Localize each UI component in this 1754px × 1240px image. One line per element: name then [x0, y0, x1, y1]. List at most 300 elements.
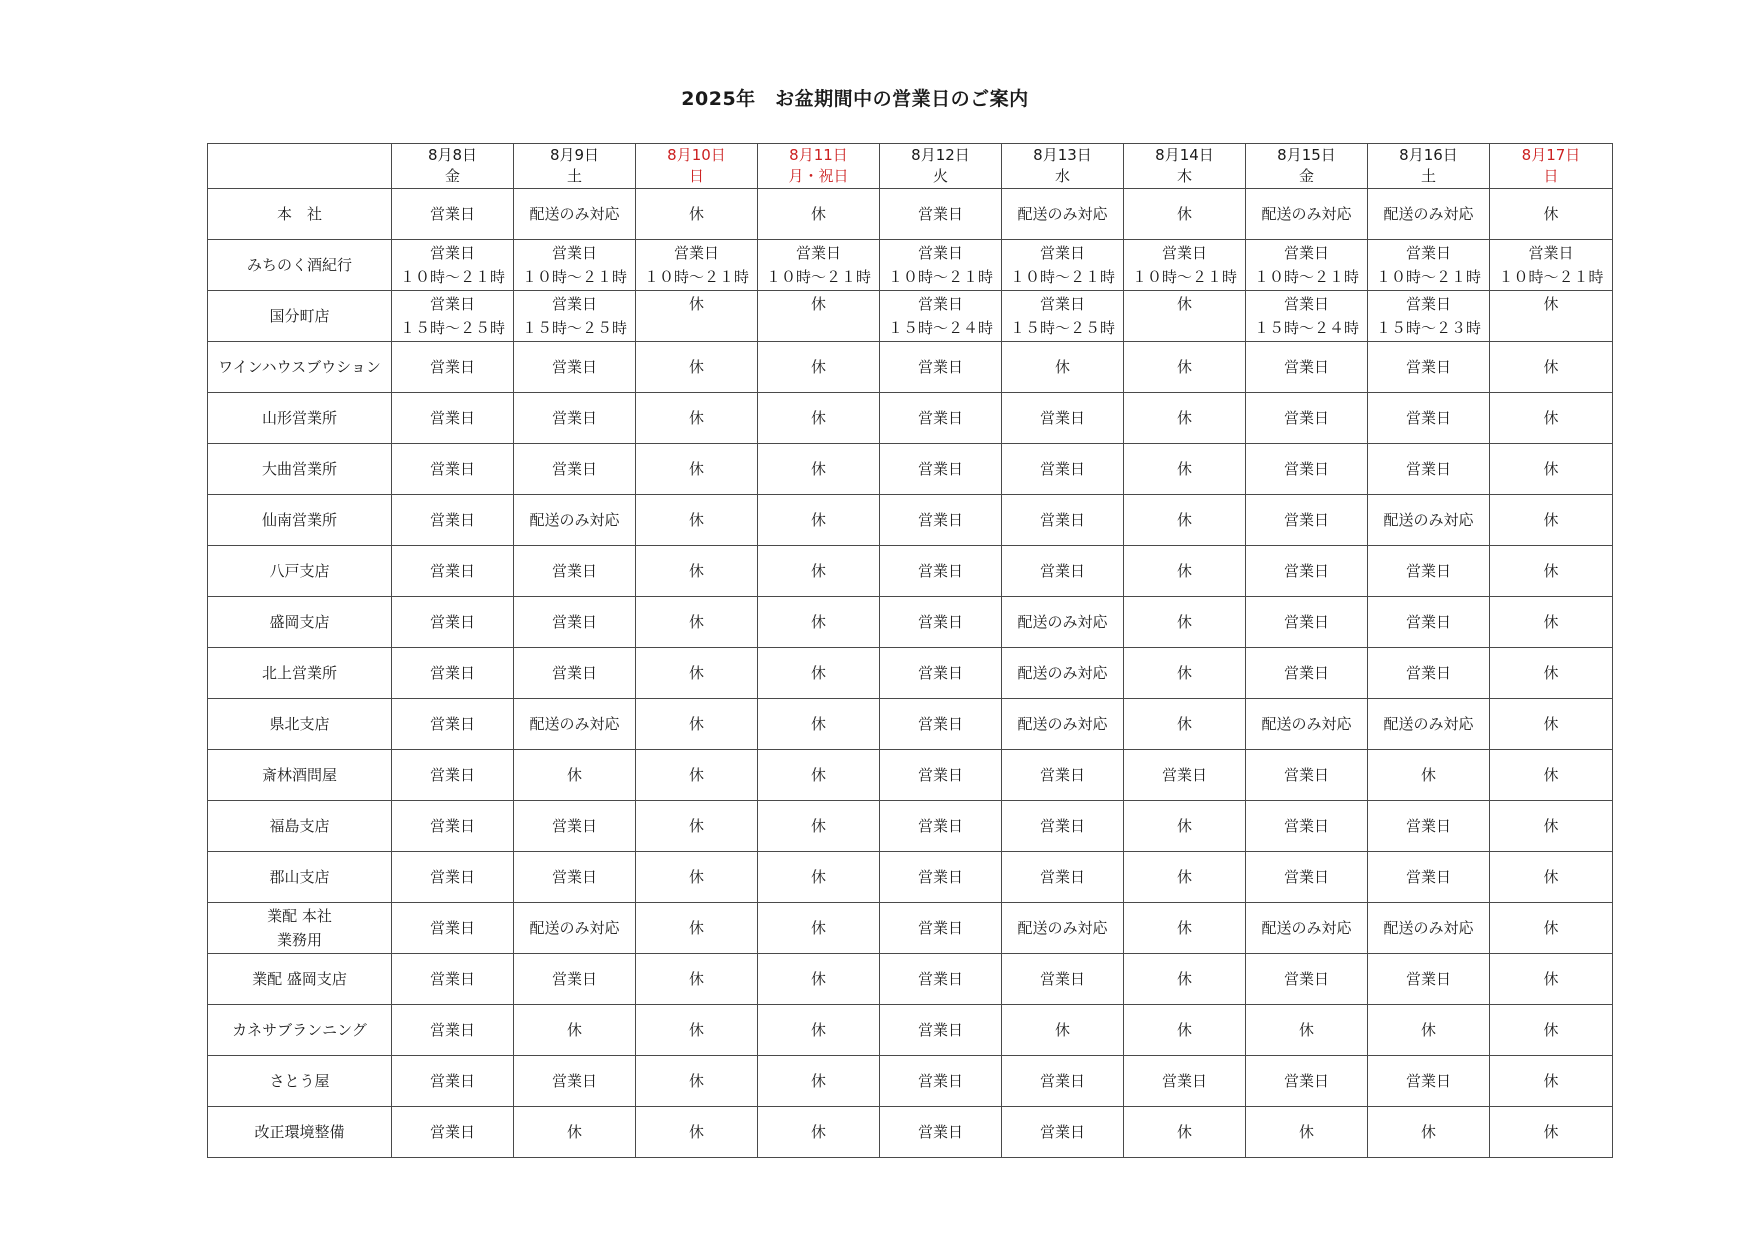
branch-name-cell [208, 495, 392, 546]
status-text: 営業日 [1405, 295, 1451, 313]
branch-name: 業配 本社 [267, 907, 332, 925]
status-text: 営業日 [429, 562, 475, 580]
status-cell [1246, 699, 1368, 750]
status-cell [514, 699, 636, 750]
date-label: 8月17日 [1521, 146, 1581, 164]
branch-name: カネサブランニング [232, 1021, 367, 1039]
status-cell [758, 1107, 880, 1158]
branch-name: 仙南営業所 [261, 511, 337, 529]
status-cell [514, 1107, 636, 1158]
hours-text: １５時～２４時 [887, 319, 993, 337]
status-text: 営業日 [1283, 511, 1329, 529]
status-text: 営業日 [1039, 970, 1085, 988]
status-text: 営業日 [1039, 817, 1085, 835]
status-text: 営業日 [917, 1123, 963, 1141]
status-cell [1490, 648, 1613, 699]
status-text: 休 [1543, 562, 1559, 580]
status-cell [636, 801, 758, 852]
status-text: 営業日 [429, 295, 475, 313]
status-text: 休 [810, 970, 826, 988]
status-cell [1368, 954, 1490, 1005]
status-cell [636, 1107, 758, 1158]
status-cell [1124, 546, 1246, 597]
status-text: 休 [1543, 868, 1559, 886]
status-cell [514, 291, 636, 342]
status-text: 休 [1420, 766, 1436, 784]
weekday-label: 日 [1543, 167, 1559, 185]
status-cell [1124, 801, 1246, 852]
status-text: 休 [566, 1123, 582, 1141]
status-cell [1002, 291, 1124, 342]
status-text: 営業日 [917, 1072, 963, 1090]
date-label: 8月15日 [1277, 146, 1336, 164]
branch-name-cell [208, 291, 392, 342]
status-text: 休 [688, 1123, 704, 1141]
status-text: 営業日 [429, 613, 475, 631]
status-cell [1124, 393, 1246, 444]
status-text: 配送のみ対応 [529, 205, 620, 223]
weekday-label: 木 [1176, 167, 1192, 185]
status-cell [1490, 189, 1613, 240]
status-cell [1368, 444, 1490, 495]
status-text: 営業日 [1039, 409, 1085, 427]
status-cell [758, 903, 880, 954]
status-cell [1246, 852, 1368, 903]
status-cell [758, 1056, 880, 1107]
status-text: 営業日 [1161, 244, 1207, 262]
status-cell [1246, 291, 1368, 342]
status-text: 営業日 [551, 868, 597, 886]
date-label: 8月11日 [789, 146, 848, 164]
status-cell [758, 801, 880, 852]
table-row [208, 648, 1613, 699]
status-text: 営業日 [1283, 244, 1329, 262]
status-cell [392, 954, 514, 1005]
branch-rows [208, 189, 1613, 1158]
status-text: 休 [810, 295, 826, 313]
status-text: 営業日 [551, 409, 597, 427]
status-text: 営業日 [917, 511, 963, 529]
status-text: 営業日 [1405, 358, 1451, 376]
status-text: 休 [1543, 1072, 1559, 1090]
branch-name: 斎林酒問屋 [261, 766, 337, 784]
status-text: 休 [810, 562, 826, 580]
branch-name-cell [208, 801, 392, 852]
status-text: 営業日 [1283, 613, 1329, 631]
status-cell [1490, 699, 1613, 750]
status-cell [1002, 1107, 1124, 1158]
status-cell [392, 393, 514, 444]
table-row [208, 495, 1613, 546]
branch-name: さとう屋 [269, 1072, 330, 1090]
status-cell [514, 648, 636, 699]
status-cell [636, 291, 758, 342]
status-text: 休 [1176, 868, 1192, 886]
table-row [208, 903, 1613, 954]
status-cell [1002, 954, 1124, 1005]
status-text: 休 [810, 919, 826, 937]
status-text: 休 [1176, 562, 1192, 580]
status-cell [1490, 291, 1613, 342]
status-text: 営業日 [551, 1072, 597, 1090]
status-text: 休 [810, 664, 826, 682]
status-cell [514, 903, 636, 954]
table-row [208, 1005, 1613, 1056]
status-cell [1124, 444, 1246, 495]
status-text: 営業日 [429, 919, 475, 937]
status-cell [758, 393, 880, 444]
hours-text: １５時～２５時 [399, 319, 505, 337]
branch-name: 福島支店 [269, 817, 330, 835]
table-row [208, 393, 1613, 444]
status-cell [758, 291, 880, 342]
status-cell [1124, 699, 1246, 750]
status-text: 営業日 [917, 664, 963, 682]
status-text: 営業日 [1283, 970, 1329, 988]
status-text: 休 [1054, 358, 1070, 376]
status-cell [392, 546, 514, 597]
status-text: 配送のみ対応 [1383, 205, 1474, 223]
branch-name-cell [208, 546, 392, 597]
corner-cell [208, 144, 392, 189]
status-text: 営業日 [917, 817, 963, 835]
status-text: 営業日 [1039, 244, 1085, 262]
table-row [208, 699, 1613, 750]
status-cell [1124, 240, 1246, 291]
status-cell [514, 1005, 636, 1056]
status-text: 休 [1543, 358, 1559, 376]
status-cell [758, 444, 880, 495]
table-row [208, 342, 1613, 393]
status-text: 配送のみ対応 [529, 511, 620, 529]
status-cell [1002, 903, 1124, 954]
status-cell [1368, 342, 1490, 393]
status-cell [758, 852, 880, 903]
status-cell [1246, 648, 1368, 699]
status-cell [1002, 648, 1124, 699]
status-text: 休 [1176, 613, 1192, 631]
table-row [208, 444, 1613, 495]
status-text: 営業日 [1283, 562, 1329, 580]
date-label: 8月10日 [667, 146, 726, 164]
status-text: 休 [1176, 817, 1192, 835]
branch-name-cell [208, 240, 392, 291]
status-cell [1490, 852, 1613, 903]
table-row [208, 546, 1613, 597]
status-text: 配送のみ対応 [1017, 205, 1108, 223]
status-text: 配送のみ対応 [1017, 715, 1108, 733]
status-cell [392, 1005, 514, 1056]
status-text: 営業日 [917, 868, 963, 886]
branch-name: 盛岡支店 [269, 613, 330, 631]
status-text: 配送のみ対応 [529, 715, 620, 733]
status-cell [636, 1005, 758, 1056]
status-text: 休 [1543, 460, 1559, 478]
status-cell [758, 648, 880, 699]
status-cell [1368, 189, 1490, 240]
table-row [208, 954, 1613, 1005]
status-text: 営業日 [429, 766, 475, 784]
status-cell [392, 648, 514, 699]
branch-name: 北上営業所 [261, 664, 337, 682]
status-cell [880, 954, 1002, 1005]
status-cell [514, 750, 636, 801]
status-cell [1124, 189, 1246, 240]
status-cell [880, 1107, 1002, 1158]
status-text: 営業日 [917, 919, 963, 937]
status-text: 営業日 [1405, 664, 1451, 682]
status-cell [880, 1056, 1002, 1107]
table-row [208, 750, 1613, 801]
status-text: 休 [1543, 817, 1559, 835]
status-text: 休 [1176, 1123, 1192, 1141]
status-text: 休 [688, 664, 704, 682]
date-header-cell [880, 144, 1002, 189]
hours-text: １０時～２１時 [1375, 268, 1481, 286]
status-text: 休 [1543, 511, 1559, 529]
status-cell [758, 750, 880, 801]
hours-text: １０時～２１時 [887, 268, 993, 286]
status-cell [758, 546, 880, 597]
status-cell [1002, 1005, 1124, 1056]
branch-name-cell [208, 954, 392, 1005]
date-header-cell [1124, 144, 1246, 189]
branch-name-cell [208, 189, 392, 240]
hours-text: １０時～２１時 [1131, 268, 1237, 286]
status-text: 休 [1176, 460, 1192, 478]
status-cell [514, 240, 636, 291]
hours-text: １０時～２１時 [399, 268, 505, 286]
branch-name-cell [208, 444, 392, 495]
status-cell [1368, 852, 1490, 903]
status-text: 営業日 [551, 460, 597, 478]
hours-text: １０時～２１時 [1498, 268, 1604, 286]
status-text: 営業日 [1405, 868, 1451, 886]
status-text: 営業日 [1039, 1072, 1085, 1090]
status-text: 休 [1543, 970, 1559, 988]
status-text: 休 [810, 1021, 826, 1039]
status-text: 営業日 [917, 970, 963, 988]
status-cell [1246, 342, 1368, 393]
status-cell [1002, 852, 1124, 903]
branch-name-cell [208, 342, 392, 393]
status-cell [1490, 954, 1613, 1005]
status-cell [392, 903, 514, 954]
hours-text: １０時～２１時 [1009, 268, 1115, 286]
status-cell [392, 444, 514, 495]
status-cell [1490, 240, 1613, 291]
status-cell [636, 495, 758, 546]
status-cell [1246, 903, 1368, 954]
status-cell [880, 648, 1002, 699]
status-text: 営業日 [1405, 1072, 1451, 1090]
status-cell [758, 189, 880, 240]
weekday-label: 金 [1298, 167, 1314, 185]
status-text: 営業日 [1283, 1072, 1329, 1090]
status-cell [514, 189, 636, 240]
status-text: 休 [810, 613, 826, 631]
table-row [208, 1107, 1613, 1158]
status-text: 営業日 [1283, 766, 1329, 784]
date-header-cell [1246, 144, 1368, 189]
status-cell [1002, 546, 1124, 597]
status-text: 配送のみ対応 [1017, 664, 1108, 682]
status-cell [392, 342, 514, 393]
status-cell [1368, 1107, 1490, 1158]
status-cell [636, 852, 758, 903]
status-cell [1246, 1056, 1368, 1107]
status-text: 営業日 [429, 1123, 475, 1141]
hours-text [1124, 316, 1245, 340]
hours-text: １５時～２５時 [521, 319, 627, 337]
status-text: 休 [688, 409, 704, 427]
date-header-cell [1490, 144, 1613, 189]
branch-name: 郡山支店 [269, 868, 330, 886]
status-cell [1490, 1107, 1613, 1158]
branch-name-cell [208, 750, 392, 801]
status-cell [1002, 1056, 1124, 1107]
status-text: 営業日 [1283, 460, 1329, 478]
status-text: 休 [810, 817, 826, 835]
status-text: 営業日 [1039, 766, 1085, 784]
status-text: 営業日 [429, 358, 475, 376]
status-text: 営業日 [673, 244, 719, 262]
status-text: 休 [810, 1123, 826, 1141]
table-row [208, 801, 1613, 852]
status-cell [1246, 1107, 1368, 1158]
status-text: 営業日 [1039, 868, 1085, 886]
status-text: 配送のみ対応 [1383, 511, 1474, 529]
status-cell [392, 750, 514, 801]
status-text: 営業日 [1405, 817, 1451, 835]
status-cell [1368, 648, 1490, 699]
status-text: 休 [688, 715, 704, 733]
status-text: 休 [688, 766, 704, 784]
status-text: 営業日 [1161, 1072, 1207, 1090]
date-label: 8月16日 [1399, 146, 1458, 164]
branch-name: 業務用 [276, 931, 322, 949]
status-text: 配送のみ対応 [1261, 919, 1352, 937]
status-cell [1368, 903, 1490, 954]
status-text: 休 [1543, 409, 1559, 427]
status-text: 営業日 [429, 409, 475, 427]
status-cell [758, 240, 880, 291]
status-text: 営業日 [429, 817, 475, 835]
status-cell [514, 954, 636, 1005]
status-text: 休 [1543, 205, 1559, 223]
branch-name-cell [208, 1056, 392, 1107]
status-cell [880, 189, 1002, 240]
status-cell [636, 648, 758, 699]
status-cell [1124, 648, 1246, 699]
status-text: 休 [688, 205, 704, 223]
status-cell [636, 546, 758, 597]
status-text: 休 [1543, 664, 1559, 682]
status-text: 休 [688, 970, 704, 988]
status-cell [1124, 1107, 1246, 1158]
status-cell [392, 240, 514, 291]
status-cell [1368, 801, 1490, 852]
status-text: 営業日 [917, 562, 963, 580]
status-text: 休 [1176, 715, 1192, 733]
status-text: 営業日 [429, 970, 475, 988]
status-cell [1490, 1005, 1613, 1056]
status-cell [1490, 597, 1613, 648]
status-cell [392, 1056, 514, 1107]
hours-text: １０時～２１時 [521, 268, 627, 286]
status-text: 営業日 [1039, 1123, 1085, 1141]
status-cell [514, 342, 636, 393]
status-cell [1246, 393, 1368, 444]
status-text: 営業日 [1405, 244, 1451, 262]
branch-name-cell [208, 597, 392, 648]
status-cell [514, 444, 636, 495]
status-cell [1368, 1056, 1490, 1107]
status-text: 休 [1176, 511, 1192, 529]
date-label: 8月14日 [1155, 146, 1214, 164]
table-row [208, 240, 1613, 291]
business-days-table [207, 143, 1613, 1158]
status-cell [880, 1005, 1002, 1056]
status-text: 休 [810, 766, 826, 784]
status-text: 営業日 [917, 244, 963, 262]
status-text: 休 [1420, 1021, 1436, 1039]
status-cell [636, 342, 758, 393]
date-header-cell [514, 144, 636, 189]
weekday-label: 金 [444, 167, 460, 185]
status-cell [392, 189, 514, 240]
status-text: 配送のみ対応 [1261, 205, 1352, 223]
status-cell [880, 291, 1002, 342]
branch-name: 業配 盛岡支店 [252, 970, 347, 988]
status-text: 休 [1176, 358, 1192, 376]
status-text: 休 [688, 295, 704, 313]
status-text: 休 [1176, 970, 1192, 988]
branch-name-cell [208, 1005, 392, 1056]
status-cell [514, 393, 636, 444]
status-cell [1246, 546, 1368, 597]
status-cell [1002, 750, 1124, 801]
status-text: 配送のみ対応 [1383, 715, 1474, 733]
branch-name-cell [208, 699, 392, 750]
hours-text [1490, 316, 1612, 340]
branch-name: 県北支店 [269, 715, 330, 733]
table-row [208, 1056, 1613, 1107]
status-text: 休 [566, 766, 582, 784]
status-text: 休 [1543, 1021, 1559, 1039]
status-text: 営業日 [1283, 664, 1329, 682]
status-text: 営業日 [1283, 295, 1329, 313]
status-cell [758, 1005, 880, 1056]
branch-name: 国分町店 [269, 307, 330, 325]
branch-name-cell [208, 903, 392, 954]
status-text: 営業日 [917, 766, 963, 784]
status-cell [1124, 342, 1246, 393]
table-row [208, 291, 1613, 342]
status-text: 営業日 [917, 358, 963, 376]
status-text: 配送のみ対応 [1261, 715, 1352, 733]
status-cell [1124, 903, 1246, 954]
date-header-cell [392, 144, 514, 189]
status-text: 休 [566, 1021, 582, 1039]
status-text: 営業日 [1039, 295, 1085, 313]
status-cell [1368, 699, 1490, 750]
status-cell [1002, 699, 1124, 750]
status-text: 営業日 [917, 460, 963, 478]
status-cell [880, 903, 1002, 954]
status-text: 営業日 [551, 970, 597, 988]
status-cell [636, 444, 758, 495]
